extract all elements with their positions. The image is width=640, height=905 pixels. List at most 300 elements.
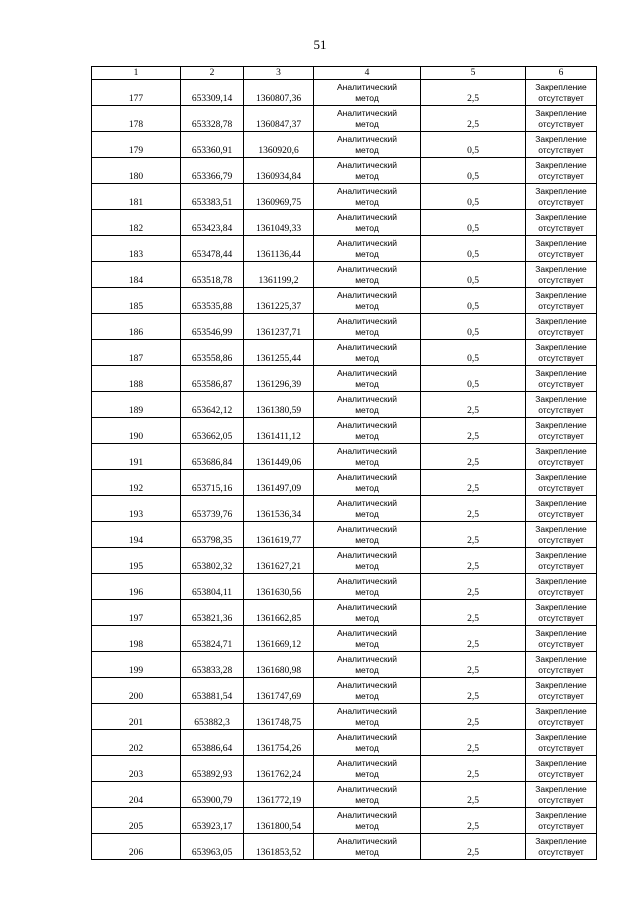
fixing-cell-line: отсутствует	[538, 170, 584, 181]
table-row	[92, 678, 597, 704]
x-coordinate-cell: 653366,79	[181, 158, 244, 184]
fixing-cell-line: Закрепление	[535, 836, 587, 846]
fixing-cell-line: Закрепление	[535, 238, 587, 248]
header-cell: 3	[244, 67, 314, 80]
fixing-cell	[526, 808, 597, 834]
header-cell: 4	[314, 67, 421, 80]
method-cell-line: метод	[355, 274, 379, 285]
table-row	[92, 548, 597, 574]
fixing-cell-line: Закрепление	[535, 186, 587, 196]
fixing-cell-line: Закрепление	[535, 680, 587, 690]
fixing-cell-line: отсутствует	[538, 248, 584, 259]
fixing-cell-line: Закрепление	[535, 316, 587, 326]
table-row	[92, 366, 597, 392]
y-coordinate-cell: 1361627,21	[244, 548, 314, 574]
method-cell	[314, 548, 421, 574]
y-coordinate-cell: 1361380,59	[244, 392, 314, 418]
x-coordinate-cell: 653642,12	[181, 392, 244, 418]
method-cell-line: Аналитический	[336, 810, 398, 820]
method-cell-line: метод	[355, 586, 379, 597]
y-coordinate-cell: 1361619,77	[244, 522, 314, 548]
y-coordinate-cell: 1361497,09	[244, 470, 314, 496]
fixing-cell-line: Закрепление	[535, 160, 587, 170]
precision-cell: 0,5	[421, 262, 526, 288]
fixing-cell	[526, 782, 597, 808]
y-coordinate-cell: 1361296,39	[244, 366, 314, 392]
x-coordinate-cell: 653686,84	[181, 444, 244, 470]
point-number-cell: 181	[92, 184, 181, 210]
method-cell-line: метод	[355, 482, 379, 493]
y-coordinate-cell: 1361411,12	[244, 418, 314, 444]
fixing-cell-line: Закрепление	[535, 576, 587, 586]
fixing-cell-line: отсутствует	[538, 326, 584, 337]
point-number-cell: 180	[92, 158, 181, 184]
method-cell-line: метод	[355, 352, 379, 363]
fixing-cell	[526, 444, 597, 470]
fixing-cell-line: Закрепление	[535, 420, 587, 430]
x-coordinate-cell: 653798,35	[181, 522, 244, 548]
point-number-cell: 182	[92, 210, 181, 236]
fixing-cell	[526, 470, 597, 496]
method-cell	[314, 600, 421, 626]
fixing-cell	[526, 756, 597, 782]
method-cell	[314, 262, 421, 288]
y-coordinate-cell: 1361754,26	[244, 730, 314, 756]
method-cell-line: Аналитический	[336, 134, 398, 144]
method-cell-line: метод	[355, 534, 379, 545]
table-row	[92, 106, 597, 132]
method-cell	[314, 444, 421, 470]
table-row	[92, 158, 597, 184]
table-row	[92, 808, 597, 834]
table-row	[92, 496, 597, 522]
x-coordinate-cell: 653739,76	[181, 496, 244, 522]
method-cell-line: Аналитический	[336, 446, 398, 456]
point-number-cell: 203	[92, 756, 181, 782]
point-number-cell: 205	[92, 808, 181, 834]
table-body	[92, 67, 597, 860]
precision-cell: 2,5	[421, 522, 526, 548]
table-row	[92, 132, 597, 158]
precision-cell: 0,5	[421, 184, 526, 210]
fixing-cell-line: Закрепление	[535, 108, 587, 118]
x-coordinate-cell: 653900,79	[181, 782, 244, 808]
fixing-cell	[526, 210, 597, 236]
precision-cell: 2,5	[421, 392, 526, 418]
method-cell	[314, 496, 421, 522]
method-cell	[314, 470, 421, 496]
method-cell-line: метод	[355, 638, 379, 649]
fixing-cell-line: отсутствует	[538, 352, 584, 363]
point-number-cell: 197	[92, 600, 181, 626]
method-cell-line: Аналитический	[336, 680, 398, 690]
fixing-cell-line: отсутствует	[538, 404, 584, 415]
fixing-cell-line: отсутствует	[538, 794, 584, 805]
method-cell	[314, 392, 421, 418]
point-number-cell: 202	[92, 730, 181, 756]
x-coordinate-cell: 653360,91	[181, 132, 244, 158]
method-cell	[314, 574, 421, 600]
point-number-cell: 204	[92, 782, 181, 808]
x-coordinate-cell: 653383,51	[181, 184, 244, 210]
y-coordinate-cell: 1361853,52	[244, 834, 314, 860]
method-cell-line: метод	[355, 144, 379, 155]
table-row	[92, 470, 597, 496]
table-row	[92, 288, 597, 314]
x-coordinate-cell: 653881,54	[181, 678, 244, 704]
precision-cell: 0,5	[421, 366, 526, 392]
fixing-cell	[526, 418, 597, 444]
point-number-cell: 201	[92, 704, 181, 730]
method-cell	[314, 314, 421, 340]
x-coordinate-cell: 653824,71	[181, 626, 244, 652]
fixing-cell-line: отсутствует	[538, 612, 584, 623]
precision-cell: 2,5	[421, 834, 526, 860]
x-coordinate-cell: 653715,16	[181, 470, 244, 496]
y-coordinate-cell: 1361630,56	[244, 574, 314, 600]
precision-cell: 2,5	[421, 444, 526, 470]
y-coordinate-cell: 1360934,84	[244, 158, 314, 184]
x-coordinate-cell: 653833,28	[181, 652, 244, 678]
method-cell-line: метод	[355, 92, 379, 103]
y-coordinate-cell: 1361747,69	[244, 678, 314, 704]
y-coordinate-cell: 1361449,06	[244, 444, 314, 470]
method-cell-line: метод	[355, 222, 379, 233]
y-coordinate-cell: 1361255,44	[244, 340, 314, 366]
method-cell-line: Аналитический	[336, 524, 398, 534]
fixing-cell-line: Закрепление	[535, 134, 587, 144]
fixing-cell-line: Закрепление	[535, 550, 587, 560]
method-cell-line: Аналитический	[336, 108, 398, 118]
fixing-cell-line: отсутствует	[538, 144, 584, 155]
fixing-cell-line: отсутствует	[538, 274, 584, 285]
table-row	[92, 730, 597, 756]
method-cell-line: метод	[355, 820, 379, 831]
fixing-cell-line: отсутствует	[538, 378, 584, 389]
x-coordinate-cell: 653546,99	[181, 314, 244, 340]
method-cell-line: метод	[355, 326, 379, 337]
fixing-cell	[526, 132, 597, 158]
method-cell-line: Аналитический	[336, 186, 398, 196]
fixing-cell-line: отсутствует	[538, 690, 584, 701]
fixing-cell	[526, 496, 597, 522]
method-cell	[314, 418, 421, 444]
fixing-cell-line: отсутствует	[538, 456, 584, 467]
method-cell-line: метод	[355, 664, 379, 675]
precision-cell: 2,5	[421, 652, 526, 678]
fixing-cell-line: отсутствует	[538, 638, 584, 649]
method-cell-line: Аналитический	[336, 498, 398, 508]
precision-cell: 0,5	[421, 340, 526, 366]
table-row	[92, 236, 597, 262]
method-cell-line: Аналитический	[336, 342, 398, 352]
method-cell-line: метод	[355, 196, 379, 207]
method-cell-line: метод	[355, 456, 379, 467]
method-cell	[314, 158, 421, 184]
x-coordinate-cell: 653892,93	[181, 756, 244, 782]
fixing-cell-line: Закрепление	[535, 446, 587, 456]
table-row	[92, 522, 597, 548]
method-cell-line: метод	[355, 378, 379, 389]
method-cell-line: метод	[355, 248, 379, 259]
method-cell-line: Аналитический	[336, 394, 398, 404]
method-cell-line: метод	[355, 742, 379, 753]
y-coordinate-cell: 1361049,33	[244, 210, 314, 236]
precision-cell: 2,5	[421, 626, 526, 652]
x-coordinate-cell: 653518,78	[181, 262, 244, 288]
fixing-cell-line: Закрепление	[535, 498, 587, 508]
method-cell-line: метод	[355, 170, 379, 181]
fixing-cell	[526, 236, 597, 262]
point-number-cell: 192	[92, 470, 181, 496]
x-coordinate-cell: 653328,78	[181, 106, 244, 132]
method-cell	[314, 522, 421, 548]
fixing-cell	[526, 158, 597, 184]
table-row	[92, 574, 597, 600]
precision-cell: 2,5	[421, 600, 526, 626]
method-cell	[314, 210, 421, 236]
fixing-cell-line: Закрепление	[535, 706, 587, 716]
point-number-cell: 177	[92, 80, 181, 106]
x-coordinate-cell: 653586,87	[181, 366, 244, 392]
method-cell	[314, 288, 421, 314]
coordinates-table	[91, 66, 597, 860]
y-coordinate-cell: 1361136,44	[244, 236, 314, 262]
method-cell-line: метод	[355, 716, 379, 727]
x-coordinate-cell: 653309,14	[181, 80, 244, 106]
point-number-cell: 186	[92, 314, 181, 340]
header-cell: 5	[421, 67, 526, 80]
fixing-cell-line: отсутствует	[538, 508, 584, 519]
y-coordinate-cell: 1361800,54	[244, 808, 314, 834]
method-cell	[314, 730, 421, 756]
precision-cell: 0,5	[421, 236, 526, 262]
x-coordinate-cell: 653802,32	[181, 548, 244, 574]
y-coordinate-cell: 1361772,19	[244, 782, 314, 808]
y-coordinate-cell: 1360969,75	[244, 184, 314, 210]
point-number-cell: 199	[92, 652, 181, 678]
precision-cell: 2,5	[421, 80, 526, 106]
precision-cell: 0,5	[421, 288, 526, 314]
method-cell	[314, 340, 421, 366]
method-cell-line: Аналитический	[336, 758, 398, 768]
table-row	[92, 340, 597, 366]
header-cell: 1	[92, 67, 181, 80]
y-coordinate-cell: 1361669,12	[244, 626, 314, 652]
precision-cell: 2,5	[421, 548, 526, 574]
point-number-cell: 188	[92, 366, 181, 392]
x-coordinate-cell: 653423,84	[181, 210, 244, 236]
table-row	[92, 210, 597, 236]
y-coordinate-cell: 1361748,75	[244, 704, 314, 730]
table-row	[92, 392, 597, 418]
method-cell-line: метод	[355, 300, 379, 311]
method-cell	[314, 366, 421, 392]
fixing-cell-line: отсутствует	[538, 300, 584, 311]
method-cell-line: Аналитический	[336, 160, 398, 170]
x-coordinate-cell: 653923,17	[181, 808, 244, 834]
y-coordinate-cell: 1360847,37	[244, 106, 314, 132]
y-coordinate-cell: 1361662,85	[244, 600, 314, 626]
method-cell-line: метод	[355, 118, 379, 129]
fixing-cell-line: отсутствует	[538, 534, 584, 545]
fixing-cell-line: Закрепление	[535, 394, 587, 404]
table-row	[92, 262, 597, 288]
x-coordinate-cell: 653804,11	[181, 574, 244, 600]
precision-cell: 2,5	[421, 782, 526, 808]
method-cell	[314, 626, 421, 652]
method-cell-line: Аналитический	[336, 82, 398, 92]
method-cell-line: метод	[355, 768, 379, 779]
x-coordinate-cell: 653662,05	[181, 418, 244, 444]
fixing-cell-line: отсутствует	[538, 92, 584, 103]
fixing-cell-line: отсутствует	[538, 768, 584, 779]
method-cell-line: Аналитический	[336, 472, 398, 482]
precision-cell: 2,5	[421, 678, 526, 704]
method-cell-line: метод	[355, 430, 379, 441]
fixing-cell	[526, 730, 597, 756]
method-cell-line: Аналитический	[336, 238, 398, 248]
method-cell-line: Аналитический	[336, 706, 398, 716]
method-cell-line: метод	[355, 404, 379, 415]
fixing-cell	[526, 80, 597, 106]
page-number: 51	[313, 37, 327, 52]
table-row	[92, 626, 597, 652]
point-number-cell: 187	[92, 340, 181, 366]
precision-cell: 0,5	[421, 158, 526, 184]
method-cell	[314, 704, 421, 730]
fixing-cell-line: Закрепление	[535, 264, 587, 274]
x-coordinate-cell: 653882,3	[181, 704, 244, 730]
point-number-cell: 189	[92, 392, 181, 418]
fixing-cell-line: отсутствует	[538, 820, 584, 831]
precision-cell: 2,5	[421, 730, 526, 756]
fixing-cell	[526, 522, 597, 548]
method-cell-line: Аналитический	[336, 784, 398, 794]
method-cell-line: Аналитический	[336, 732, 398, 742]
table-row	[92, 418, 597, 444]
point-number-cell: 190	[92, 418, 181, 444]
fixing-cell-line: Закрепление	[535, 342, 587, 352]
fixing-cell-line: Закрепление	[535, 82, 587, 92]
fixing-cell	[526, 652, 597, 678]
fixing-cell	[526, 262, 597, 288]
fixing-cell-line: Закрепление	[535, 368, 587, 378]
precision-cell: 2,5	[421, 756, 526, 782]
fixing-cell	[526, 678, 597, 704]
method-cell-line: Аналитический	[336, 654, 398, 664]
table-row	[92, 782, 597, 808]
table-row	[92, 184, 597, 210]
point-number-cell: 184	[92, 262, 181, 288]
method-cell	[314, 808, 421, 834]
fixing-cell-line: Закрепление	[535, 628, 587, 638]
precision-cell: 2,5	[421, 496, 526, 522]
x-coordinate-cell: 653821,36	[181, 600, 244, 626]
method-cell-line: Аналитический	[336, 602, 398, 612]
y-coordinate-cell: 1361680,98	[244, 652, 314, 678]
fixing-cell-line: отсутствует	[538, 664, 584, 675]
fixing-cell-line: отсутствует	[538, 716, 584, 727]
fixing-cell-line: отсутствует	[538, 586, 584, 597]
fixing-cell	[526, 704, 597, 730]
fixing-cell-line: Закрепление	[535, 784, 587, 794]
table-row	[92, 600, 597, 626]
y-coordinate-cell: 1361536,34	[244, 496, 314, 522]
point-number-cell: 191	[92, 444, 181, 470]
method-cell-line: Аналитический	[336, 368, 398, 378]
method-cell-line: метод	[355, 508, 379, 519]
fixing-cell	[526, 288, 597, 314]
fixing-cell-line: отсутствует	[538, 482, 584, 493]
method-cell	[314, 80, 421, 106]
precision-cell: 2,5	[421, 704, 526, 730]
point-number-cell: 206	[92, 834, 181, 860]
y-coordinate-cell: 1361199,2	[244, 262, 314, 288]
x-coordinate-cell: 653478,44	[181, 236, 244, 262]
point-number-cell: 185	[92, 288, 181, 314]
method-cell-line: метод	[355, 690, 379, 701]
method-cell-line: метод	[355, 794, 379, 805]
precision-cell: 2,5	[421, 574, 526, 600]
fixing-cell-line: отсутствует	[538, 196, 584, 207]
fixing-cell	[526, 184, 597, 210]
table-row	[92, 834, 597, 860]
method-cell-line: Аналитический	[336, 576, 398, 586]
point-number-cell: 200	[92, 678, 181, 704]
point-number-cell: 195	[92, 548, 181, 574]
method-cell	[314, 184, 421, 210]
fixing-cell-line: Закрепление	[535, 212, 587, 222]
fixing-cell-line: отсутствует	[538, 118, 584, 129]
fixing-cell	[526, 834, 597, 860]
fixing-cell-line: Закрепление	[535, 290, 587, 300]
point-number-cell: 193	[92, 496, 181, 522]
y-coordinate-cell: 1360920,6	[244, 132, 314, 158]
fixing-cell-line: отсутствует	[538, 222, 584, 233]
header-cell: 6	[526, 67, 597, 80]
table-row	[92, 444, 597, 470]
fixing-cell	[526, 366, 597, 392]
method-cell	[314, 236, 421, 262]
precision-cell: 2,5	[421, 418, 526, 444]
method-cell-line: Аналитический	[336, 628, 398, 638]
point-number-cell: 183	[92, 236, 181, 262]
header-cell: 2	[181, 67, 244, 80]
point-number-cell: 179	[92, 132, 181, 158]
method-cell	[314, 132, 421, 158]
method-cell-line: Аналитический	[336, 550, 398, 560]
precision-cell: 2,5	[421, 470, 526, 496]
fixing-cell	[526, 626, 597, 652]
method-cell	[314, 106, 421, 132]
point-number-cell: 178	[92, 106, 181, 132]
fixing-cell-line: отсутствует	[538, 430, 584, 441]
method-cell-line: Аналитический	[336, 316, 398, 326]
x-coordinate-cell: 653558,86	[181, 340, 244, 366]
x-coordinate-cell: 653886,64	[181, 730, 244, 756]
fixing-cell	[526, 600, 597, 626]
fixing-cell	[526, 106, 597, 132]
x-coordinate-cell: 653535,88	[181, 288, 244, 314]
precision-cell: 0,5	[421, 210, 526, 236]
fixing-cell-line: отсутствует	[538, 560, 584, 571]
precision-cell: 0,5	[421, 132, 526, 158]
method-cell-line: метод	[355, 612, 379, 623]
fixing-cell	[526, 314, 597, 340]
x-coordinate-cell: 653963,05	[181, 834, 244, 860]
method-cell-line: метод	[355, 560, 379, 571]
